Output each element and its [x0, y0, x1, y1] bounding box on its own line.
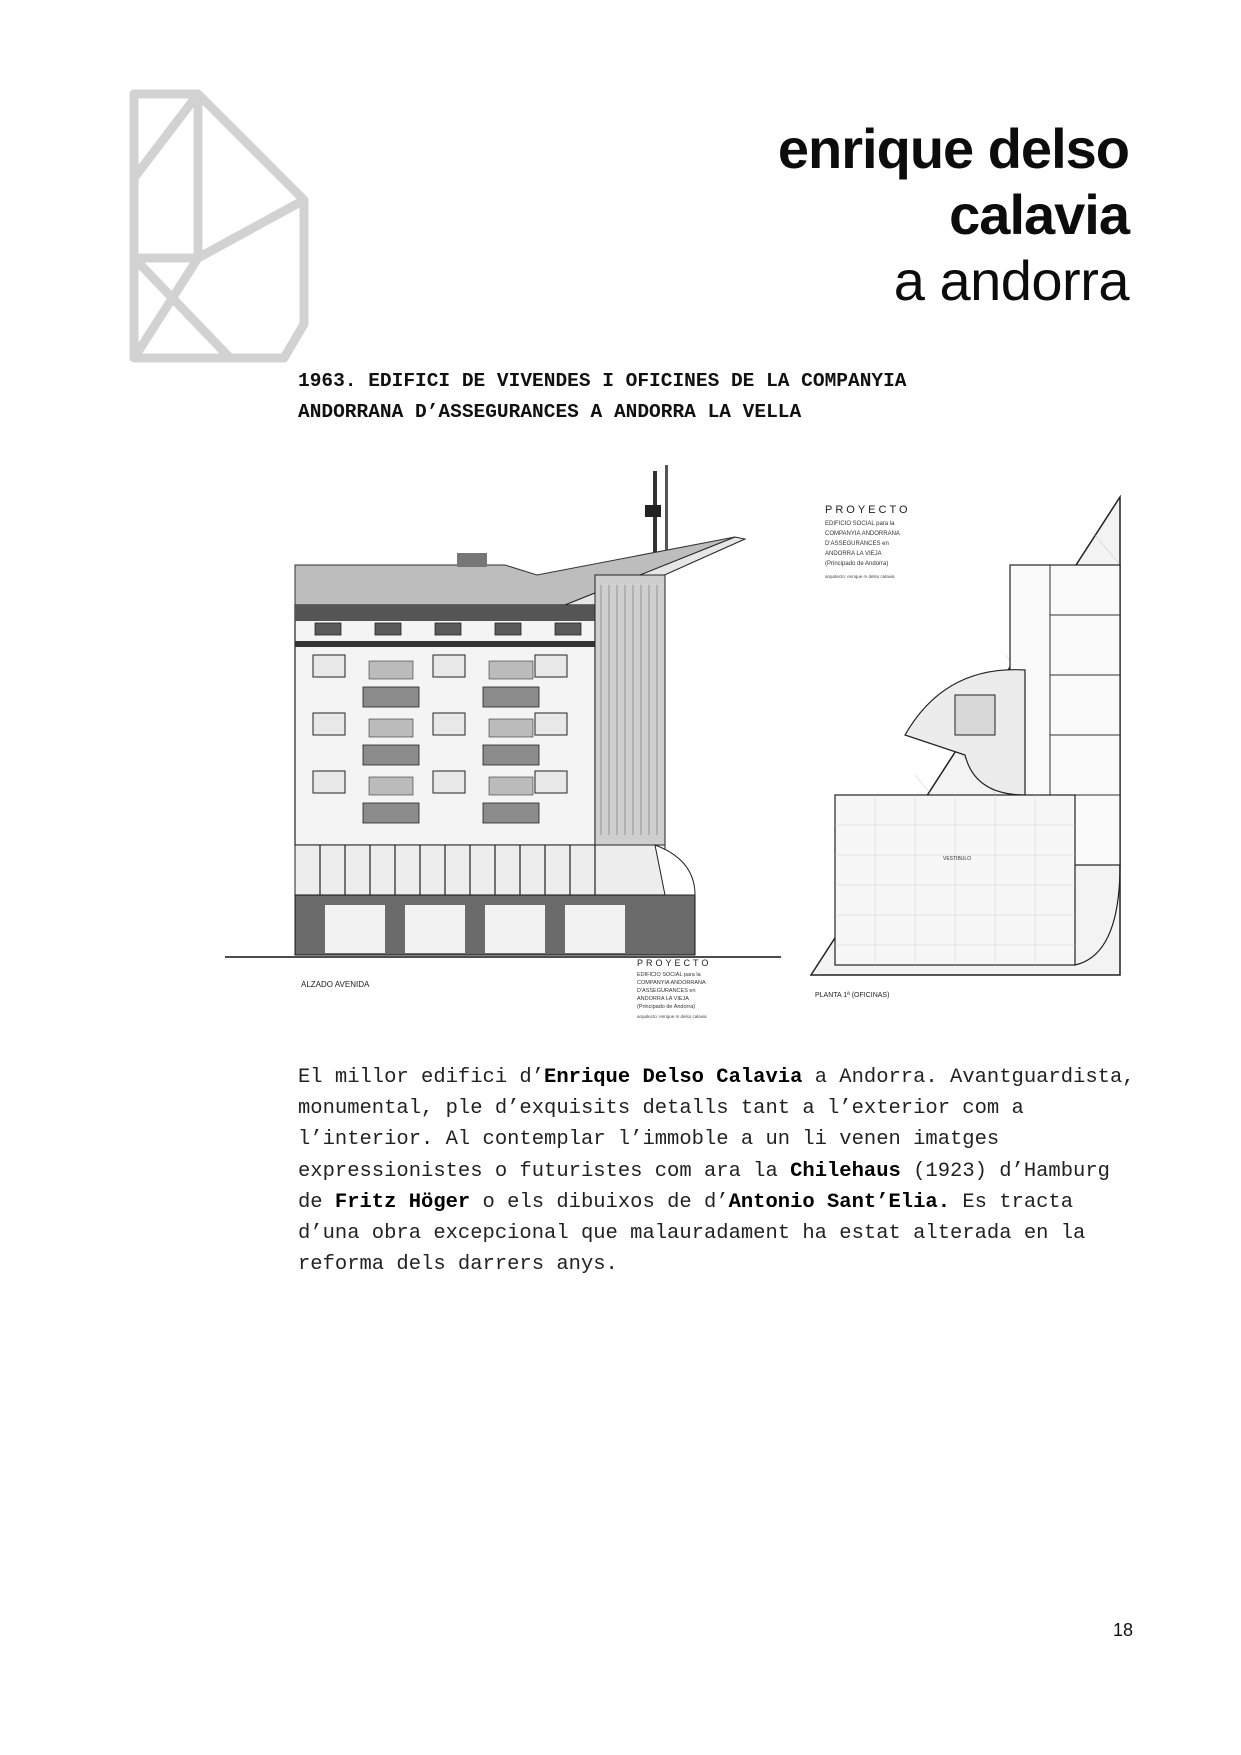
- body-text-3: (1923) d’Hamburg de: [298, 1159, 1110, 1214]
- title-line-1: enrique delso: [777, 117, 1129, 180]
- body-bold-hoger: Fritz Höger: [334, 1190, 471, 1214]
- page-number: 18: [1112, 1620, 1133, 1640]
- body-text-5: Es tracta d’una obra excepcional que malauradament ha estat alterada en la reforma dels darrers anys.: [298, 1190, 1086, 1277]
- elevation-stamp-title: PROYECTO: [637, 958, 712, 968]
- plan-stamp-line-4: ANDORRA LA VIEJA: [825, 551, 882, 557]
- body-bold-architect: Enrique Delso Calavia: [544, 1066, 803, 1089]
- body-text-4: o els dibuixos de d’: [470, 1190, 729, 1214]
- plan-stamp-line-1: EDIFICIO SOCIAL para la: [825, 521, 895, 527]
- elevation-caption: ALZADO AVENIDA: [301, 980, 370, 989]
- section-heading-line-2: ANDORRANA D’ASSEGURANCES A ANDORRA LA VELLA: [298, 401, 802, 423]
- elevation-stamp-line-2: COMPANYIA ANDORRANA: [637, 980, 706, 986]
- body-bold-santelia: Antonio Sant’Elia.: [728, 1190, 951, 1214]
- body-paragraph: [298, 1062, 1138, 1280]
- elevation-stamp-line-6: arquitecto: enrique m delso calavia: [637, 1014, 707, 1019]
- plan-room-label: VESTIBULO: [943, 856, 972, 862]
- elevation-stamp-line-1: EDIFICIO SOCIAL para la: [637, 972, 701, 978]
- title-line-3: a andorra: [893, 249, 1129, 312]
- logo-mark: [120, 88, 316, 364]
- elevation-stamp-line-3: D'ASSEGURANCES en: [637, 988, 696, 994]
- elevation-stamp-line-5: (Principado de Andorra): [637, 1004, 696, 1010]
- section-heading: [298, 366, 1058, 428]
- floor-plan-svg: [795, 495, 1129, 1007]
- body-text-1: El millor edifici d’: [298, 1066, 545, 1089]
- plan-stamp-line-6: arquitecto: enrique m delso calavia: [825, 574, 895, 579]
- title-line-2: calavia: [949, 183, 1129, 246]
- elevation-drawing: [225, 465, 781, 1030]
- plan-stamp-line-2: COMPANYIA ANDORRANA: [825, 531, 900, 537]
- body-text-2: a Andorra. Avantguardista, monumental, ple d’exquisits detalls tant a l’exterior com a l’interior. Al contemplar l’immoble a un li venen imatges expressionistes o futuristes com ara la: [298, 1066, 1135, 1183]
- page-title: [778, 116, 1129, 314]
- plan-caption: PLANTA 1ª (OFICINAS): [815, 992, 890, 999]
- elevation-stamp-line-4: ANDORRA LA VIEJA: [637, 996, 689, 1002]
- elevation-svg: [225, 465, 781, 1030]
- plan-stamp-line-5: (Principado de Andorra): [825, 561, 889, 567]
- body-bold-chilehaus: Chilehaus: [790, 1159, 901, 1183]
- plan-stamp-line-3: D'ASSEGURANCES en: [825, 541, 889, 547]
- plan-stamp-title: PROYECTO: [825, 504, 911, 516]
- floor-plan-drawing: [795, 495, 1129, 1007]
- section-heading-line-1: 1963. EDIFICI DE VIVENDES I OFICINES DE LA COMPANYIA: [298, 370, 907, 392]
